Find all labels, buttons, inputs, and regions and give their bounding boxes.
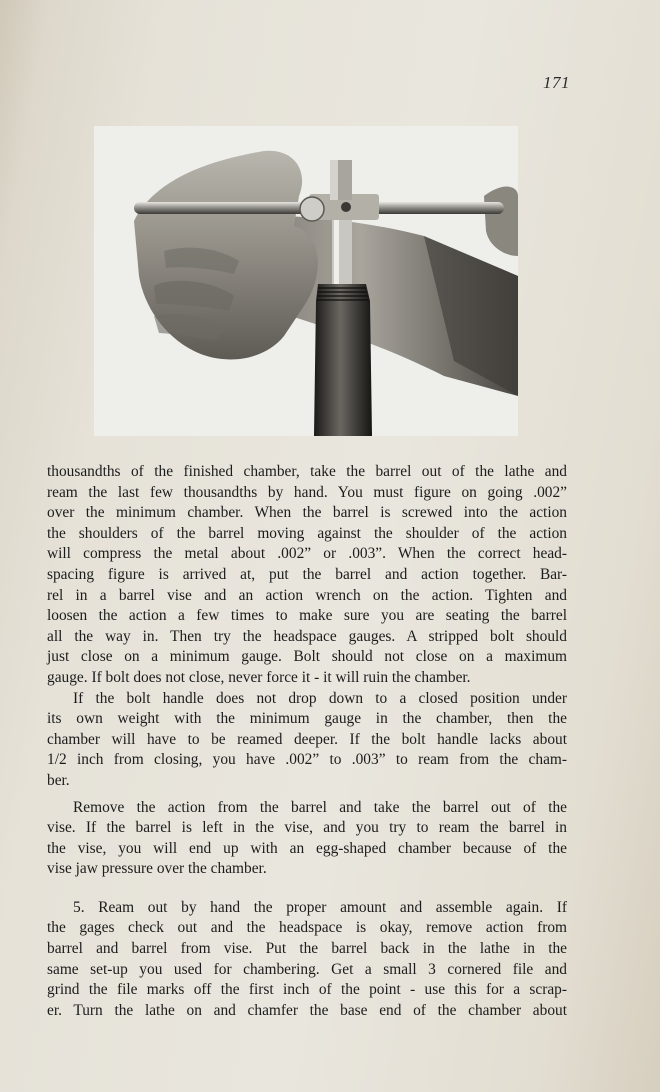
text-line: rel in a barrel vise and an action wrench on the action. Tighten and <box>47 586 567 604</box>
text-line: its own weight with the minimum gauge in the chamber, then the <box>47 710 567 728</box>
paragraph-gap <box>47 880 567 898</box>
photo-illustration <box>94 126 518 436</box>
body-text <box>47 462 567 1021</box>
text-line: spacing figure is arrived at, put the barrel and action together. Bar- <box>47 565 567 583</box>
text-line: all the way in. Then try the headspace gauges. A stripped bolt should <box>47 627 567 645</box>
text-line: grind the file marks off the first inch of the point - use this for a scrap- <box>47 981 567 999</box>
page-number: 171 <box>543 73 570 92</box>
text-line: ber. <box>47 771 70 789</box>
text-line: gauge. If bolt does not close, never force it - it will ruin the chamber. <box>47 668 471 686</box>
text-line: ream the last few thousandths by hand. You must figure on going .002” <box>47 483 567 501</box>
text-line: the gages check out and the headspace is okay, remove action from <box>47 919 567 937</box>
text-line: vise. If the barrel is left in the vise, and you try to ream the barrel in <box>47 819 567 837</box>
text-line: just close on a minimum gauge. Bolt should not close on a maximum <box>47 648 567 666</box>
photo-hands-reamer-tap-wrench <box>94 126 518 436</box>
text-line: the shoulders of the barrel moving against the shoulder of the action <box>47 524 567 542</box>
text-line: vise jaw pressure over the chamber. <box>47 860 267 878</box>
text-line: chamber will have to be reamed deeper. If the bolt handle lacks about <box>47 730 567 748</box>
text-line: 5. Ream out by hand the proper amount and assemble again. If <box>73 898 567 916</box>
text-line: thousandths of the finished chamber, take the barrel out of the lathe and <box>47 463 567 480</box>
text-line: Remove the action from the barrel and take the barrel out of the <box>73 798 567 816</box>
text-line: barrel and barrel from vise. Put the barrel back in the lathe in the <box>47 940 567 958</box>
text-line: over the minimum chamber. When the barrel is screwed into the action <box>47 504 567 522</box>
text-line: er. Turn the lathe on and chamfer the base end of the chamber about <box>47 1001 567 1019</box>
text-line: loosen the action a few times to make sure you are seating the barrel <box>47 607 567 625</box>
text-line: will compress the metal about .002” or .003”. When the correct head- <box>47 545 567 563</box>
text-line: same set-up you used for chambering. Get a small 3 cornered file and <box>47 960 567 978</box>
text-line: the vise, you will end up with an egg-shaped chamber because of the <box>47 839 567 857</box>
text-line: If the bolt handle does not drop down to a closed position under <box>73 689 567 707</box>
text-line: 1/2 inch from closing, you have .002” to .003” to ream from the cham- <box>47 751 567 769</box>
